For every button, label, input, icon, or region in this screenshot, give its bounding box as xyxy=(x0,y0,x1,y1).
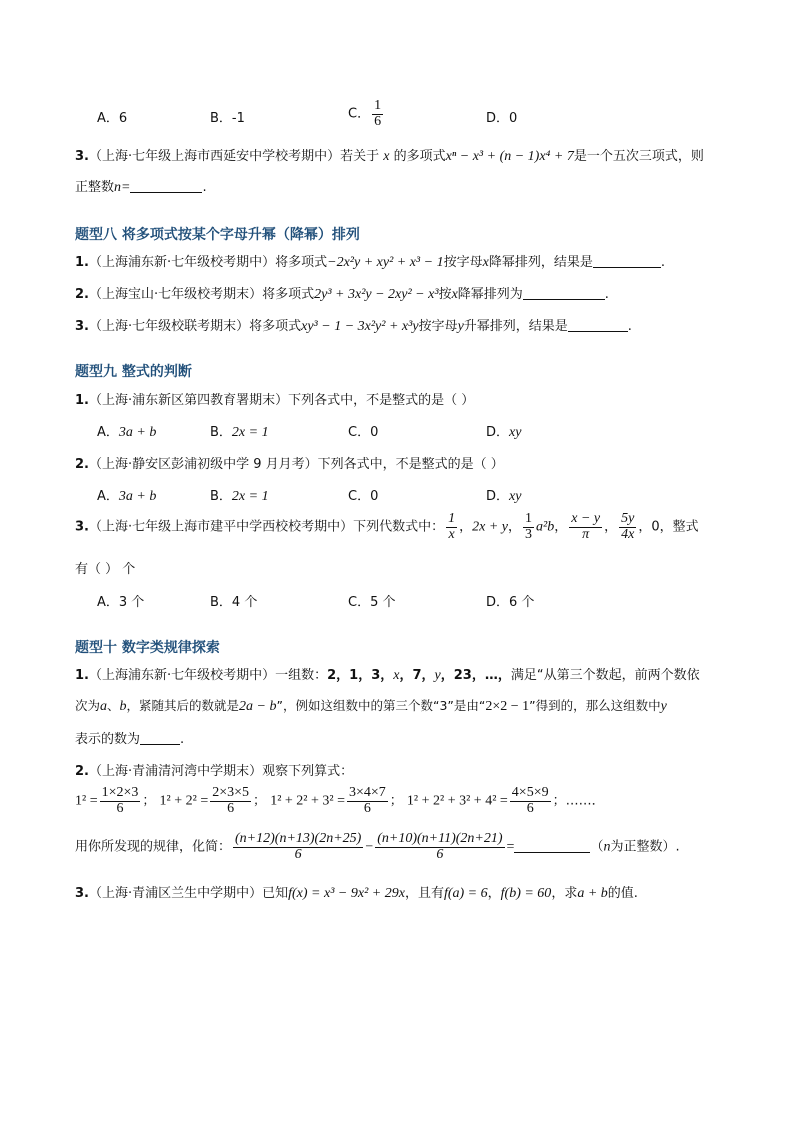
option-label: A． xyxy=(97,489,119,504)
frac-num: x − y xyxy=(571,511,601,526)
question-text: （上海浦东新·七年级校考期中）一组数： xyxy=(88,668,328,683)
question-text: （上海·浦东新区第四教育署期末）下列各式中，不是整式的是（ ） xyxy=(88,393,475,408)
question-text: 升幂排列，结果是 xyxy=(463,319,568,334)
frac-num: 2×3×5 xyxy=(212,785,250,800)
question-text: ”，例如这组数中的第三个数“3”是由“ xyxy=(276,698,486,713)
question-text: 用你所发现的规律，化简： xyxy=(75,839,232,855)
question-number: 3. xyxy=(75,519,89,535)
frac-den: 6 xyxy=(227,800,235,816)
punct: ， xyxy=(459,519,473,535)
question-number: 2. xyxy=(75,457,89,472)
option-c-label: C． xyxy=(348,106,371,122)
punct: . xyxy=(202,180,207,195)
s9q1-option-c: C．0 xyxy=(348,425,379,440)
question-text: 按 xyxy=(438,287,452,302)
question-prev-3-line2 xyxy=(75,176,207,196)
math-var: n xyxy=(603,839,611,855)
punct: . xyxy=(604,287,609,302)
s9q3-option-b: B．4 个 xyxy=(210,595,258,610)
frac-den: π xyxy=(582,526,590,542)
s9-question-2 xyxy=(75,453,504,472)
math-var: x xyxy=(393,668,400,683)
math-op: − xyxy=(365,839,374,855)
s9q2-option-d xyxy=(486,485,521,505)
question-prev-3 xyxy=(75,145,704,165)
punct: . xyxy=(180,732,185,747)
math-var: y xyxy=(457,319,464,334)
math-expr: 3a + b xyxy=(118,425,157,440)
question-text: 为正整数）. xyxy=(610,839,680,855)
question-number: 2. xyxy=(75,287,89,302)
frac-num: 1 xyxy=(525,511,533,526)
frac-num: 1 xyxy=(448,511,456,526)
s9q2-option-b xyxy=(210,485,269,505)
s10-question-1 xyxy=(75,664,700,684)
s9-question-3-line2: 有（ ） 个 xyxy=(75,562,136,577)
math-expr: 2x + y xyxy=(472,519,509,535)
s8-question-3 xyxy=(75,315,632,335)
question-text: 的值. xyxy=(607,886,638,901)
frac-num: 1 xyxy=(374,98,382,113)
punct: ， xyxy=(604,519,618,535)
option-label: A． xyxy=(97,425,119,440)
math-expr: 1² + 2² + 3² = xyxy=(270,793,345,809)
s9q1-option-d xyxy=(486,421,521,441)
frac-den: 4x xyxy=(621,526,635,542)
s9q2-option-c: C．0 xyxy=(348,489,379,504)
question-text: 次为 xyxy=(75,698,101,713)
math-var: x xyxy=(383,149,390,164)
math-var: n= xyxy=(114,180,131,195)
frac-den: 6 xyxy=(363,800,371,816)
section-title-8: 题型八 将多项式按某个字母升幂（降幂）排列 xyxy=(75,227,360,243)
question-number: 3. xyxy=(75,886,89,901)
option-label: D． xyxy=(486,425,510,440)
s10-question-3 xyxy=(75,882,638,902)
option-c xyxy=(348,99,385,129)
question-text: （上海·七年级上海市建平中学西校校考期中）下列代数式中： xyxy=(88,519,445,535)
answer-blank[interactable] xyxy=(140,732,180,745)
question-text: 、 xyxy=(107,698,120,713)
question-number: 1. xyxy=(75,668,89,683)
question-text: （上海·静安区彭浦初级中学 9 月月考）下列各式中，不是整式的是（ ） xyxy=(88,457,504,472)
math-var: y xyxy=(434,668,441,683)
punct: （ xyxy=(590,839,604,855)
option-a: A．6 xyxy=(97,111,128,126)
frac-den: 6 xyxy=(294,846,302,862)
punct: ， xyxy=(487,886,501,901)
question-text: 按字母 xyxy=(418,319,458,334)
math-expr: a²b xyxy=(536,519,555,535)
math-poly: 2y³ + 3x²y − 2xy² − x³ xyxy=(314,287,439,302)
question-number: 3. xyxy=(75,149,89,164)
s10-question-1-line3 xyxy=(75,728,184,747)
s9q1-option-a xyxy=(97,421,156,441)
option-b: B．-1 xyxy=(210,111,245,126)
answer-blank[interactable] xyxy=(568,319,628,332)
question-number: 2. xyxy=(75,764,89,779)
frac-den: 6 xyxy=(116,800,124,816)
math-expr: 1² = xyxy=(75,793,98,809)
question-text: ”得到的，那么这组数中 xyxy=(529,698,661,713)
question-number: 1. xyxy=(75,393,89,408)
frac-num: 1×2×3 xyxy=(101,785,139,800)
math-poly: xy³ − 1 − 3x²y² + x³y xyxy=(301,319,419,334)
math-op: = xyxy=(506,839,515,855)
frac-num: 4×5×9 xyxy=(511,785,549,800)
option-label: D． xyxy=(486,489,510,504)
math-expr: 1² + 2² = xyxy=(159,793,209,809)
punct: ； xyxy=(142,793,156,809)
frac-num: (n+12)(n+13)(2n+25) xyxy=(235,831,362,846)
punct: . xyxy=(627,319,632,334)
frac-den: 6 xyxy=(526,800,534,816)
s10-q2-series xyxy=(75,786,605,816)
frac-den: x xyxy=(448,526,455,542)
math-var: b xyxy=(119,699,127,714)
punct: ， xyxy=(508,519,522,535)
frac-den: 6 xyxy=(436,846,444,862)
answer-blank[interactable] xyxy=(514,840,590,853)
math-expr: 2x = 1 xyxy=(231,425,269,440)
option-label: B． xyxy=(210,425,232,440)
s9q3-option-d: D．6 个 xyxy=(486,595,535,610)
number-seq: 2，1，3， xyxy=(327,668,394,683)
math-var: x xyxy=(482,255,489,270)
question-number: 1. xyxy=(75,255,89,270)
frac-num: 3×4×7 xyxy=(348,785,386,800)
question-text: （上海·七年级上海市西延安中学校考期中）若关于 xyxy=(88,149,380,164)
math-var: y xyxy=(660,699,667,714)
punct: ， xyxy=(554,519,568,535)
section-title-9: 题型九 整式的判断 xyxy=(75,364,192,380)
s9-question-3 xyxy=(75,512,699,542)
answer-blank[interactable] xyxy=(130,180,202,193)
math-var: x xyxy=(451,287,458,302)
question-text: 按字母 xyxy=(443,255,483,270)
frac-den: 6 xyxy=(374,113,382,129)
section-title-10: 题型十 数字类规律探索 xyxy=(75,640,220,656)
math-expr: 3a + b xyxy=(118,489,157,504)
question-text: （上海浦东新·七年级校考期中）将多项式 xyxy=(88,255,328,270)
s9q2-option-a xyxy=(97,485,156,505)
answer-blank[interactable] xyxy=(523,287,605,300)
number-seq: ，7， xyxy=(399,668,435,683)
question-text: 满足“从第三个数起，前两个数依 xyxy=(510,668,700,683)
question-text: 表示的数为 xyxy=(75,732,141,747)
s10-q2-simplify xyxy=(75,832,680,862)
question-number: 3. xyxy=(75,319,89,334)
question-text: ，求 xyxy=(551,886,578,901)
s9q1-option-b xyxy=(210,421,269,441)
s10-question-2 xyxy=(75,760,353,779)
question-text: （上海·青浦区兰生中学期中）已知 xyxy=(88,886,289,901)
frac-den: 3 xyxy=(525,526,533,542)
question-text: 降幂排列为 xyxy=(457,287,523,302)
question-text: （上海宝山·七年级校考期末）将多项式 xyxy=(88,287,315,302)
ellipsis: ……． xyxy=(565,793,605,809)
number-seq: ，23，…， xyxy=(440,668,511,683)
punct: ； xyxy=(389,793,403,809)
s8-question-2 xyxy=(75,283,609,303)
math-expr: 2x = 1 xyxy=(231,489,269,504)
s9q3-option-c: C．5 个 xyxy=(348,595,396,610)
math-var: a xyxy=(100,699,108,714)
math-expr: xy xyxy=(509,489,522,504)
math-expr: 2a − b xyxy=(239,699,277,714)
question-text: 降幂排列，结果是 xyxy=(488,255,593,270)
punct: . xyxy=(660,255,665,270)
math-expr: 2×2 − 1 xyxy=(485,699,530,714)
math-expr: f(b) = 60 xyxy=(500,886,552,901)
s8-question-1 xyxy=(75,251,665,271)
option-d: D．0 xyxy=(486,111,518,126)
question-text: 正整数 xyxy=(75,180,115,195)
question-text: ，0，整式 xyxy=(638,519,699,535)
math-expr: f(a) = 6 xyxy=(443,886,488,901)
answer-blank[interactable] xyxy=(593,255,661,268)
question-text: （上海·青浦清河湾中学期末）观察下列算式： xyxy=(88,764,354,779)
question-text: ，紧随其后的数就是 xyxy=(126,698,240,713)
frac-num: (n+10)(n+11)(2n+21) xyxy=(377,831,503,846)
question-text: 是一个五次三项式，则 xyxy=(573,149,704,164)
math-expr: f(x) = x³ − 9x² + 29x xyxy=(288,886,405,901)
question-text: 的多项式 xyxy=(393,149,446,164)
option-label: B． xyxy=(210,489,232,504)
math-poly: −2x²y + xy² + x³ − 1 xyxy=(327,255,444,270)
question-text: （上海·七年级校联考期末）将多项式 xyxy=(88,319,302,334)
question-text: ，且有 xyxy=(404,886,444,901)
math-expr: a + b xyxy=(577,886,608,901)
s9q3-option-a: A．3 个 xyxy=(97,595,145,610)
math-poly: xⁿ − x³ + (n − 1)x⁴ + 7 xyxy=(445,149,574,164)
s9-question-1 xyxy=(75,389,474,408)
frac-num: 5y xyxy=(621,511,635,526)
s10-question-1-line2 xyxy=(75,696,667,715)
punct: ； xyxy=(552,793,566,809)
math-expr: 1² + 2² + 3² + 4² = xyxy=(406,793,508,809)
punct: ； xyxy=(253,793,267,809)
math-expr: xy xyxy=(509,425,522,440)
